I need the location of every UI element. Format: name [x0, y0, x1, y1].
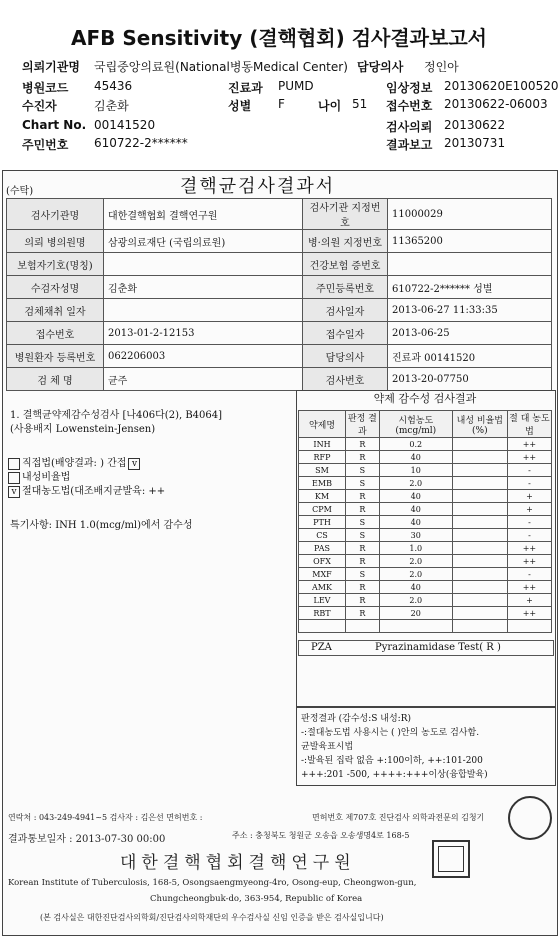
grid-label: 병·의원 지정번호 [303, 230, 388, 253]
header-value: 45436 [94, 79, 133, 93]
header-value: 20130731 [444, 136, 506, 150]
grid-value [104, 253, 303, 276]
sens-cell: 30 [379, 529, 452, 542]
test-name: 1. 결핵균약제감수성검사 [나406다(2), B4064] [10, 410, 223, 421]
sens-cell: RBT [299, 607, 346, 620]
header-value: 610722-2****** [94, 136, 188, 150]
grid-value: 2013-06-27 11:33:35 [388, 299, 552, 322]
sens-row [299, 464, 552, 477]
grid-label: 건강보험 증번호 [303, 253, 388, 276]
sens-cell: R [346, 542, 380, 555]
footer-certification-note: (본 검사실은 대한진단검사의학회/진단검사의학재단의 우수검사실 신임 인증을 받은 검사실입니다) [40, 913, 384, 922]
grid-label: 보험자기호(명칭) [7, 253, 104, 276]
report-tag: (수탁) [6, 186, 34, 197]
sens-row [299, 529, 552, 542]
sens-header: 절 대 농도법 [507, 411, 551, 438]
pza-label: PZA [311, 642, 332, 653]
sens-cell [452, 555, 507, 568]
sensitivity-title: 약제 감수성 검사결과 [373, 392, 477, 405]
header-label: 임상정보 [386, 81, 433, 95]
grid-value: 2013-01-2-12153 [104, 322, 303, 345]
sens-cell: + [507, 594, 551, 607]
sens-cell: RFP [299, 451, 346, 464]
sens-row [299, 516, 552, 529]
sens-cell: S [346, 477, 380, 490]
grid-label: 담당의사 [303, 345, 388, 368]
pza-result: Pyrazinamidase Test( R ) [375, 642, 501, 653]
circular-seal-stamp [508, 796, 552, 840]
sens-cell: SM [299, 464, 346, 477]
document-title: AFB Sensitivity (결핵협회) 검사결과보고서 [71, 26, 487, 50]
grid-value: 2013-20-07750 [388, 368, 552, 391]
sens-cell [452, 477, 507, 490]
sens-cell: - [507, 516, 551, 529]
header-label: Chart No. [22, 118, 87, 132]
sens-header: 약제명 [299, 411, 346, 438]
sens-cell: AMK [299, 581, 346, 594]
sens-cell: S [346, 568, 380, 581]
header-value: 정인아 [424, 60, 459, 74]
sens-cell: R [346, 503, 380, 516]
header-value: 20130620E100520 [444, 79, 558, 93]
header-value: 51 [352, 97, 368, 111]
header-label: 나이 [318, 99, 342, 113]
sens-cell: - [507, 477, 551, 490]
method-direct-label: 직접법(배양결과: ) 간접 [22, 458, 127, 469]
header-value: PUMD [278, 79, 314, 93]
sens-cell: 2.0 [379, 477, 452, 490]
grid-value [104, 299, 303, 322]
footer-license: 면허번호 제707호 진단검사 의학과전문의 김청기 [312, 813, 485, 822]
grid-row [7, 253, 552, 276]
grid-label: 수검자성명 [7, 276, 104, 299]
grid-row [7, 345, 552, 368]
sens-row [299, 607, 552, 620]
grid-row [7, 299, 552, 322]
grid-row [7, 230, 552, 253]
footer-english-1: Korean Institute of Tuberculosis, 168-5, Osongsaengmyeong-4ro, Osong-eup, Cheongwon-gun, [8, 878, 417, 888]
sens-cell: - [507, 568, 551, 581]
sens-cell: MXF [299, 568, 346, 581]
sens-cell: 2.0 [379, 555, 452, 568]
sens-cell [452, 581, 507, 594]
pza-row [298, 640, 554, 656]
sens-cell: R [346, 451, 380, 464]
sens-cell: PAS [299, 542, 346, 555]
grid-label: 검체채취 일자 [7, 299, 104, 322]
sens-cell [452, 490, 507, 503]
sens-cell [452, 529, 507, 542]
sens-cell [452, 594, 507, 607]
header-value: 김춘화 [94, 99, 129, 113]
sens-cell-empty [346, 620, 380, 633]
judgement-line: 판정결과 (감수성:S 내성:R) [301, 714, 411, 724]
grid-row [7, 276, 552, 299]
sens-cell [452, 438, 507, 451]
footer-org-name: 대한결핵협회결핵연구원 [120, 853, 356, 873]
header-label: 담당의사 [357, 60, 404, 74]
header-value: 20130622 [444, 118, 506, 132]
grid-label: 병원환자 등록번호 [7, 345, 104, 368]
sens-cell: 20 [379, 607, 452, 620]
report-grid [6, 198, 552, 391]
grid-row [7, 199, 552, 230]
sens-header: 판정 결과 [346, 411, 380, 438]
grid-value: 대한결핵협회 결핵연구원 [104, 199, 303, 230]
sens-cell: 10 [379, 464, 452, 477]
sensitivity-table [298, 410, 552, 633]
sens-cell: 0.2 [379, 438, 452, 451]
absolute-checkbox: v [8, 486, 20, 498]
grid-value: 11000029 [388, 199, 552, 230]
grid-label: 검사번호 [303, 368, 388, 391]
header-label: 진료과 [228, 81, 263, 95]
header-label: 수진자 [22, 99, 57, 113]
sens-cell: + [507, 490, 551, 503]
sens-row [299, 451, 552, 464]
sens-cell: R [346, 581, 380, 594]
sens-cell: R [346, 607, 380, 620]
sens-cell: + [507, 503, 551, 516]
grid-value: 삼광의료재단 (국립의료원) [104, 230, 303, 253]
grid-value: 진료과 00141520 [388, 345, 552, 368]
header-label: 성별 [228, 99, 252, 113]
sens-header: 시험농도 (mcg/ml) [379, 411, 452, 438]
square-seal-stamp [432, 840, 470, 878]
grid-label: 주민등록번호 [303, 276, 388, 299]
sens-cell: 40 [379, 490, 452, 503]
sens-header: 내성 비율법(%) [452, 411, 507, 438]
header-value: F [278, 97, 285, 111]
sens-cell: ++ [507, 607, 551, 620]
header-label: 검사의뢰 [386, 120, 433, 134]
grid-row [7, 322, 552, 345]
footer-english-2: Chungcheongbuk-do, 363-954, Republic of Korea [150, 894, 363, 904]
sens-cell: 40 [379, 516, 452, 529]
sens-cell [452, 607, 507, 620]
sens-cell: 2.0 [379, 594, 452, 607]
sens-row-empty [299, 620, 552, 633]
sens-cell: LEV [299, 594, 346, 607]
sens-cell: INH [299, 438, 346, 451]
sens-cell: CS [299, 529, 346, 542]
sens-cell: R [346, 438, 380, 451]
sens-cell: R [346, 594, 380, 607]
sens-cell: 1.0 [379, 542, 452, 555]
header-label: 접수번호 [386, 99, 433, 113]
report-title: 결핵균검사결과서 [180, 176, 336, 197]
grid-value: 2013-06-25 [388, 322, 552, 345]
sens-row [299, 477, 552, 490]
grid-value: 균주 [104, 368, 303, 391]
sens-cell: EMB [299, 477, 346, 490]
sens-cell: ++ [507, 438, 551, 451]
sens-cell: R [346, 490, 380, 503]
grid-label: 검 체 명 [7, 368, 104, 391]
grid-label: 검사일자 [303, 299, 388, 322]
sens-cell: - [507, 529, 551, 542]
grid-label: 의뢰 병의원명 [7, 230, 104, 253]
grid-value: 11365200 [388, 230, 552, 253]
header-label: 병원코드 [22, 81, 69, 95]
sens-cell: R [346, 555, 380, 568]
header-value: 20130622-06003 [444, 97, 548, 111]
sens-cell: 40 [379, 581, 452, 594]
sens-row [299, 568, 552, 581]
sens-cell [452, 503, 507, 516]
sens-cell-empty [299, 620, 346, 633]
sens-cell: 40 [379, 451, 452, 464]
sens-cell: OFX [299, 555, 346, 568]
method-absolute [8, 482, 165, 498]
sens-row [299, 542, 552, 555]
header-label: 주민번호 [22, 138, 69, 152]
sens-cell: 2.0 [379, 568, 452, 581]
grid-value: 김춘화 [104, 276, 303, 299]
header-value: 00141520 [94, 118, 156, 132]
sens-cell: 40 [379, 503, 452, 516]
sens-row [299, 594, 552, 607]
grid-value: 062206003 [104, 345, 303, 368]
grid-value: 610722-2****** 성별 [388, 276, 552, 299]
judgement-legend [296, 706, 556, 786]
culture-medium: (사용배지 Lowenstein-Jensen) [10, 424, 156, 435]
sens-row [299, 555, 552, 568]
special-note: 특기사항: INH 1.0(mcg/ml)에서 감수성 [10, 520, 193, 531]
sens-row [299, 438, 552, 451]
sens-cell [452, 451, 507, 464]
sens-row [299, 581, 552, 594]
footer-date: 결과통보일자 : 2013-07-30 00:00 [8, 834, 166, 845]
sens-cell: ++ [507, 451, 551, 464]
footer-contact: 연락처 : 043-249-4941~5 검사자 : 김은선 면허번호 : [8, 813, 203, 822]
sens-cell-empty [379, 620, 452, 633]
sens-row [299, 490, 552, 503]
method-ratio-label: 내성비율법 [22, 472, 71, 483]
grid-label: 접수일자 [303, 322, 388, 345]
sens-cell [452, 542, 507, 555]
grid-label: 검사기관 지정번호 [303, 199, 388, 230]
judgement-line: -:절대농도법 사용시는 ( )안의 농도로 검사함. [301, 728, 480, 738]
sens-cell: ++ [507, 555, 551, 568]
sens-cell: KM [299, 490, 346, 503]
footer-address: 주소 : 충청북도 청원군 오송읍 오송생명4로 168-5 [232, 831, 410, 840]
sens-cell: CPM [299, 503, 346, 516]
header-label: 의뢰기관명 [22, 60, 80, 74]
grid-value [388, 253, 552, 276]
grid-label: 검사기관명 [7, 199, 104, 230]
sens-cell-empty [452, 620, 507, 633]
indirect-checkbox: v [128, 458, 140, 470]
sens-cell [452, 464, 507, 477]
sens-row [299, 503, 552, 516]
judgement-line: -:발육된 집락 없음 +:100이하, ++:101-200 [301, 756, 483, 766]
method-absolute-label: 절대농도법(대조배지균발육: ++ [22, 486, 166, 497]
sens-cell [452, 516, 507, 529]
sens-cell: ++ [507, 542, 551, 555]
grid-row [7, 368, 552, 391]
sens-cell: S [346, 516, 380, 529]
sens-cell [452, 568, 507, 581]
header-value: 국립중앙의료원(National병동Medical Center) [94, 60, 348, 74]
sens-cell: ++ [507, 581, 551, 594]
sens-cell: S [346, 529, 380, 542]
judgement-line: 균발육표시법 [301, 742, 354, 752]
grid-label: 접수번호 [7, 322, 104, 345]
sens-cell: S [346, 464, 380, 477]
header-label: 결과보고 [386, 138, 433, 152]
sens-cell-empty [507, 620, 551, 633]
sens-cell: PTH [299, 516, 346, 529]
sens-cell: - [507, 464, 551, 477]
judgement-line: +++:201 -500, ++++:+++이상(융합발육) [301, 770, 488, 780]
